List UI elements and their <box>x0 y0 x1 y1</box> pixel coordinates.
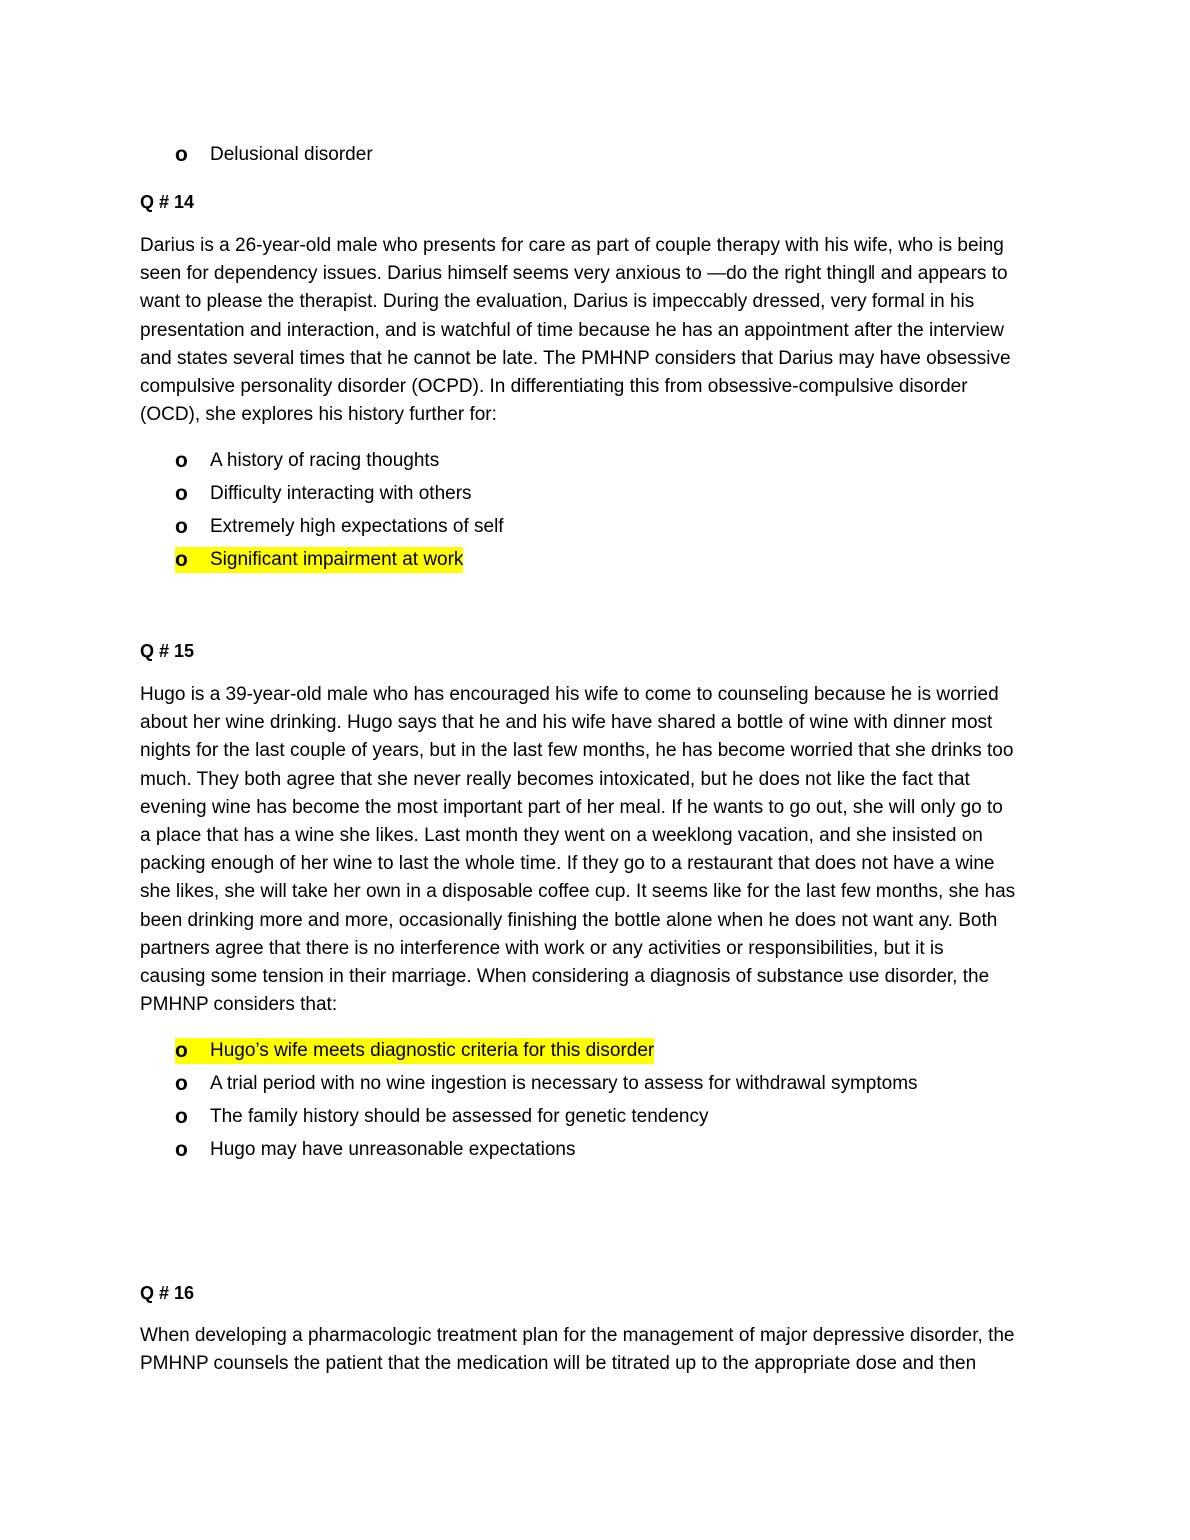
bullet: o <box>175 1105 188 1128</box>
stem-line: evening wine has become the most important part of her meal. If he wants to go out, she will only go to <box>140 796 1003 818</box>
q15-option-3 <box>175 1104 709 1130</box>
bullet: o <box>175 1072 188 1095</box>
option-text: Delusional disorder <box>210 144 373 165</box>
q15-option-4 <box>175 1137 575 1163</box>
stem-line: seen for dependency issues. Darius himself seems very anxious to —do the right thing‖ and appears to <box>140 263 1008 285</box>
stem-line: PMHNP counsels the patient that the medication will be titrated up to the appropriate dose and then <box>140 1353 977 1375</box>
bullet: o <box>175 449 188 472</box>
bullet: o <box>175 547 210 573</box>
bullet: o <box>175 143 188 166</box>
option-text: A trial period with no wine ingestion is necessary to assess for withdrawal symptoms <box>210 1073 918 1094</box>
stem-line: about her wine drinking. Hugo says that he and his wife have shared a bottle of wine with dinner most <box>140 712 993 734</box>
q15-stem <box>140 681 1060 1019</box>
option-text: Difficulty interacting with others <box>210 483 472 504</box>
option-text: Hugo may have unreasonable expectations <box>210 1139 576 1160</box>
option-text: Hugo’s wife meets diagnostic criteria for this disorder <box>210 1038 654 1064</box>
stem-line: a place that has a wine she likes. Last month they went on a weeklong vacation, and she insisted on <box>140 825 983 847</box>
option-text: The family history should be assessed for genetic tendency <box>210 1106 709 1127</box>
stem-line: presentation and interaction, and is watchful of time because he has an appointment after the interview <box>140 319 1004 341</box>
stem-line: PMHNP considers that: <box>140 994 338 1016</box>
stem-line: packing enough of her wine to last the whole time. If they go to a restaurant that does not have a wine <box>140 853 995 875</box>
stem-line: much. They both agree that she never really becomes intoxicated, but he does not like the fact that <box>140 768 970 790</box>
q14-option-3 <box>175 514 504 540</box>
stem-line: Darius is a 26-year-old male who presents for care as part of couple therapy with his wife, who is being <box>140 235 1004 256</box>
q16-stem <box>140 1322 1060 1378</box>
prev-option-1 <box>175 142 373 168</box>
q16-header: Q # 16 <box>140 1283 195 1303</box>
q15-option-1-highlighted <box>175 1038 654 1064</box>
q15-option-2 <box>175 1071 918 1097</box>
q14-option-4-highlighted <box>175 547 463 573</box>
stem-line: causing some tension in their marriage. When considering a diagnosis of substance use disorder, the <box>140 966 990 988</box>
option-text: A history of racing thoughts <box>210 450 440 471</box>
stem-line: partners agree that there is no interference with work or any activities or responsibilities, but it is <box>140 937 944 959</box>
stem-line: she likes, she will take her own in a disposable coffee cup. It seems like for the last few months, she has <box>140 881 1016 903</box>
bullet: o <box>175 1038 210 1064</box>
stem-line: (OCD), she explores his history further for: <box>140 404 497 426</box>
stem-line: compulsive personality disorder (OCPD). In differentiating this from obsessive-compulsive disorder <box>140 376 968 398</box>
option-text: Significant impairment at work <box>210 547 463 573</box>
bullet: o <box>175 482 188 505</box>
stem-line: nights for the last couple of years, but in the last few months, he has become worried that she drinks too <box>140 740 1014 762</box>
stem-line: and states several times that he cannot be late. The PMHNP considers that Darius may have obsessive <box>140 347 1011 369</box>
q14-header: Q # 14 <box>140 192 195 212</box>
q14-option-2 <box>175 481 472 507</box>
stem-line: Hugo is a 39-year-old male who has encouraged his wife to come to counseling because he is worried <box>140 684 999 705</box>
stem-line: want to please the therapist. During the evaluation, Darius is impeccably dressed, very formal in his <box>140 291 975 313</box>
bullet: o <box>175 1138 188 1161</box>
option-text: Extremely high expectations of self <box>210 516 504 537</box>
q15-header: Q # 15 <box>140 641 195 661</box>
stem-line: been drinking more and more, occasionally finishing the bottle alone when he does not want any. Both <box>140 909 998 931</box>
q14-stem <box>140 232 1060 429</box>
bullet: o <box>175 515 188 538</box>
q14-option-1 <box>175 448 439 474</box>
stem-line: When developing a pharmacologic treatment plan for the management of major depressive disorder, the <box>140 1325 1015 1346</box>
